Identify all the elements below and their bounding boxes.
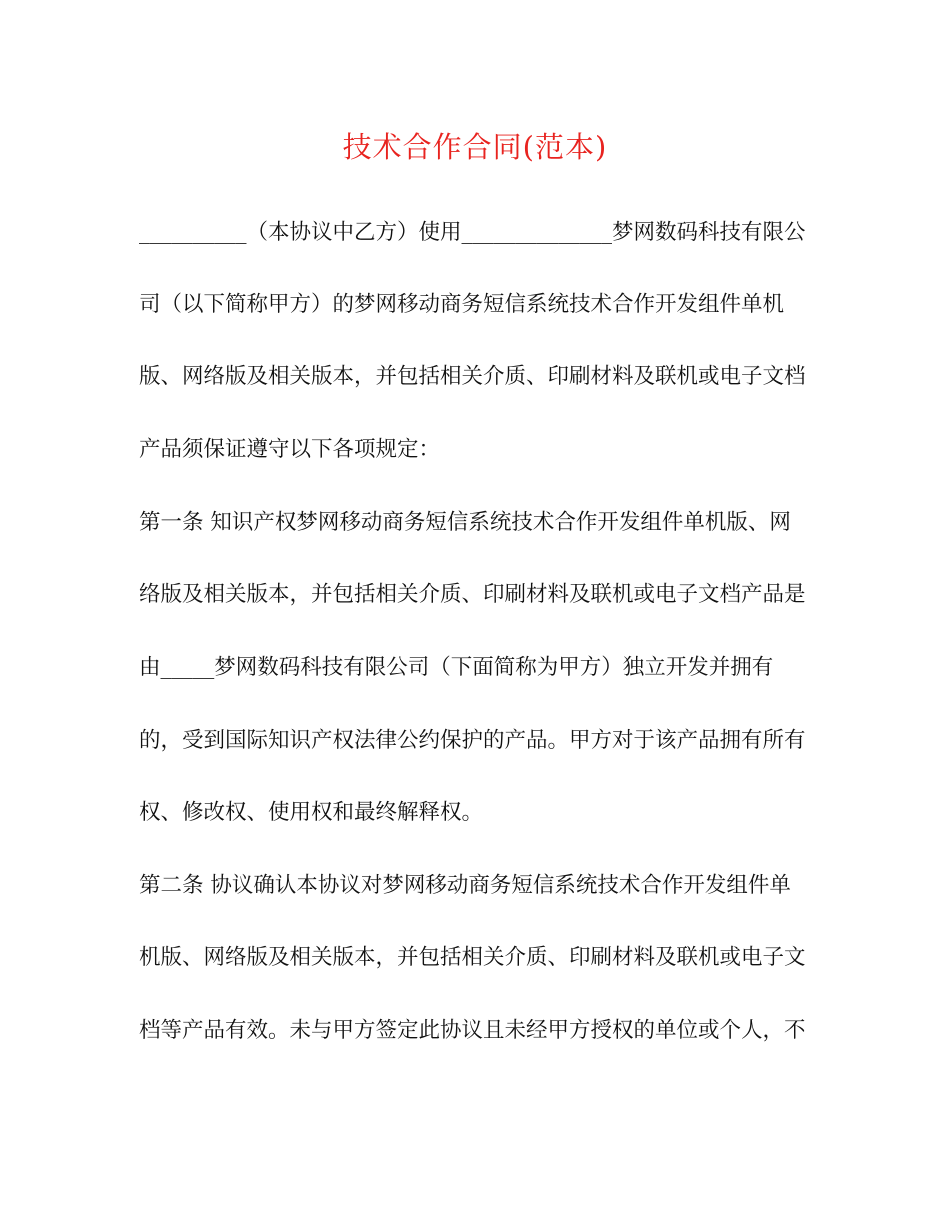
- paragraph-line: 权、修改权、使用权和最终解释权。: [139, 800, 484, 825]
- paragraph-line: 司（以下简称甲方）的梦网移动商务短信系统技术合作开发组件单机: [139, 292, 785, 317]
- paragraph-line: 机版、网络版及相关版本，并包括相关介质、印刷材料及联机或电子文: [139, 945, 806, 970]
- paragraph-line: 络版及相关版本，并包括相关介质、印刷材料及联机或电子文档产品是: [139, 582, 806, 607]
- paragraph-line: 档等产品有效。未与甲方签定此协议且未经甲方授权的单位或个人，不: [139, 1018, 806, 1043]
- paragraph-line: __________（本协议中乙方）使用______________梦网数码科技有限公: [139, 220, 806, 245]
- article-two-line: 第二条 协议确认本协议对梦网移动商务短信系统技术合作开发组件单: [139, 873, 791, 898]
- paragraph-line: 版、网络版及相关版本，并包括相关介质、印刷材料及联机或电子文档: [139, 364, 806, 389]
- document-title: 技术合作合同(范本): [342, 130, 608, 164]
- paragraph-line: 由_____梦网数码科技有限公司（下面简称为甲方）独立开发并拥有: [139, 655, 774, 680]
- paragraph-line: 产品须保证遵守以下各项规定：: [139, 437, 441, 462]
- article-one-line: 第一条 知识产权梦网移动商务短信系统技术合作开发组件单机版、网: [139, 510, 791, 535]
- paragraph-line: 的，受到国际知识产权法律公约保护的产品。甲方对于该产品拥有所有: [139, 728, 806, 753]
